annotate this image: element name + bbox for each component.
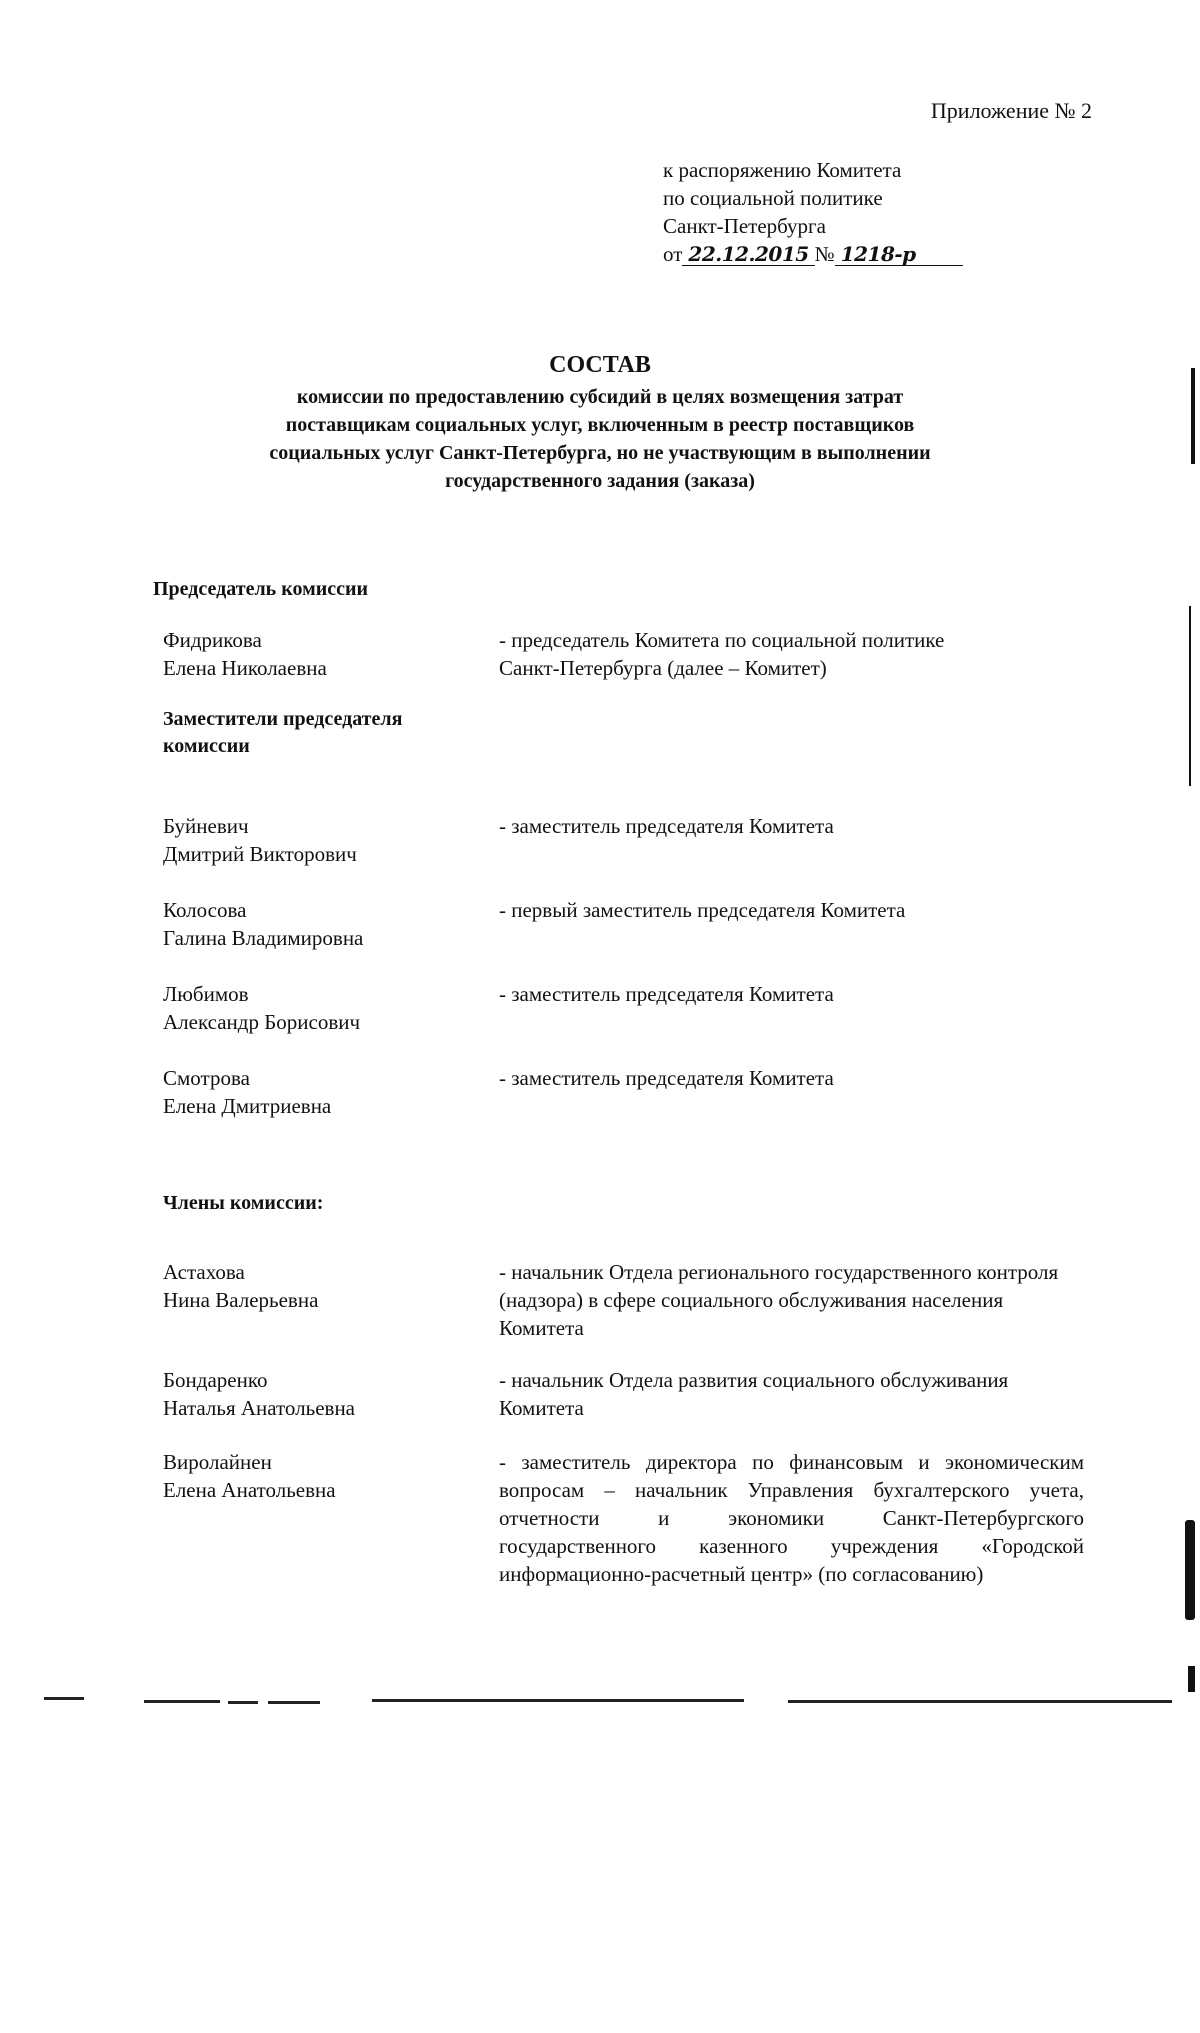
document-title: [170, 352, 1030, 495]
title-subtitle-line: поставщикам социальных услуг, включенным в реестр поставщиков: [285, 414, 915, 436]
scan-margin-mark: [1188, 1666, 1195, 1692]
member-role: - заместитель председателя Комитета: [499, 982, 834, 1006]
title-subtitle-line: комиссии по предоставлению субсидий в целях возмещения затрат: [296, 386, 904, 408]
surname: Смотрова: [163, 1066, 250, 1090]
member-name: [163, 980, 463, 1036]
chairman-role: [499, 626, 1084, 682]
surname: Буйневич: [163, 814, 249, 838]
member-name: [163, 1258, 463, 1314]
date-prefix: от: [663, 242, 683, 266]
date-number-line: [663, 240, 963, 268]
surname: Любимов: [163, 982, 249, 1006]
member-name: [163, 1366, 463, 1422]
role-line: Санкт-Петербурга (далее – Комитет): [499, 656, 827, 680]
member-name: [163, 1448, 463, 1504]
scan-margin-mark: [1185, 1520, 1195, 1620]
deputies-heading: [163, 706, 402, 760]
addressee-line: к распоряжению Комитета: [663, 158, 902, 182]
given-name: Елена Анатольевна: [163, 1478, 336, 1502]
member-name: [163, 812, 463, 868]
surname: Фидрикова: [163, 628, 262, 652]
scan-margin-mark: [1191, 368, 1195, 464]
chairman-name: [163, 626, 463, 682]
member-role: - первый заместитель председателя Комитета: [499, 898, 906, 922]
given-name: Нина Валерьевна: [163, 1288, 319, 1312]
given-name: Галина Владимировна: [163, 926, 364, 950]
member-role: - начальник Отдела регионального государственного контроля (надзора) в сфере социального обслуживания населения Комитета: [499, 1260, 1059, 1340]
surname: Бондаренко: [163, 1368, 268, 1392]
scan-bottom-line: [44, 1697, 84, 1700]
given-name: Александр Борисович: [163, 1010, 361, 1034]
title-subtitle-line: социальных услуг Санкт-Петербурга, но не участвующим в выполнении: [269, 442, 931, 464]
surname: Колосова: [163, 898, 247, 922]
title-subtitle-line: государственного задания (заказа): [445, 470, 755, 492]
scan-bottom-line: [268, 1701, 320, 1704]
handwritten-number: 1218-р: [835, 243, 963, 266]
scan-bottom-line: [228, 1701, 258, 1704]
surname: Астахова: [163, 1260, 245, 1284]
member-role: - заместитель директора по финансовым и экономическим вопросам – начальник Управления бухгалтерского учета, отчетности и экономики Санкт-Петербургского государственного казенного учреждения «Городской информационно-расчетный центр» (по согласованию): [499, 1450, 1084, 1586]
surname: Виролайнен: [163, 1450, 272, 1474]
member-name: [163, 1064, 463, 1120]
scan-bottom-line: [144, 1700, 220, 1703]
given-name: Наталья Анатольевна: [163, 1396, 356, 1420]
deputies-heading-line: комиссии: [163, 735, 250, 757]
member-role: - начальник Отдела развития социального обслуживания Комитета: [499, 1368, 1009, 1420]
chairman-heading: Председатель комиссии: [153, 578, 369, 600]
scan-margin-mark: [1189, 606, 1191, 786]
scan-bottom-line: [372, 1699, 744, 1702]
handwritten-date: 22.12.2015: [682, 243, 814, 266]
number-sign: №: [814, 242, 835, 266]
deputies-heading-line: Заместители председателя: [163, 708, 403, 730]
addressee-line: Санкт-Петербурга: [663, 214, 826, 238]
scan-bottom-line: [788, 1700, 1172, 1703]
given-name: Елена Дмитриевна: [163, 1094, 332, 1118]
given-name: Дмитрий Викторович: [163, 842, 357, 866]
members-heading: Члены комиссии:: [163, 1192, 324, 1214]
addressee-line: по социальной политике: [663, 186, 883, 210]
title-main: СОСТАВ: [549, 352, 651, 378]
appendix-label: Приложение № 2: [930, 98, 1092, 123]
role-line: - председатель Комитета по социальной политике: [499, 628, 945, 652]
given-name: Елена Николаевна: [163, 656, 327, 680]
member-name: [163, 896, 463, 952]
addressee-block: [663, 156, 963, 268]
title-subtitle: [170, 383, 1030, 495]
member-role: - заместитель председателя Комитета: [499, 814, 834, 838]
member-role: - заместитель председателя Комитета: [499, 1066, 834, 1090]
